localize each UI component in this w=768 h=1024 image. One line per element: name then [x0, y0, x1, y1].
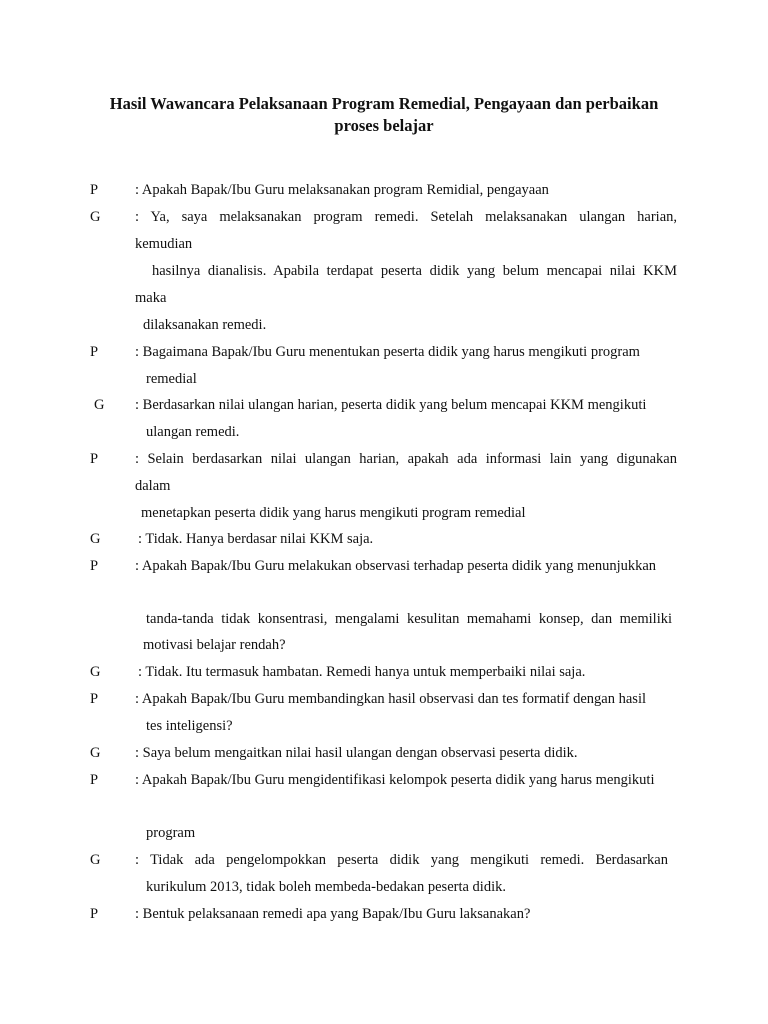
dialogue-line: : Tidak. Hanya berdasar nilai KKM saja.: [138, 531, 374, 547]
dialogue-line: hasilnya dianalisis. Apabila terdapat peserta didik yang belum mencapai nilai KKM: [152, 263, 677, 279]
dialogue-line: : Ya, saya melaksanakan program remedi. Setelah melaksanakan ulangan harian,: [135, 209, 677, 225]
speaker-label: G: [90, 531, 101, 547]
speaker-label: G: [94, 397, 105, 413]
dialogue-line: : Apakah Bapak/Ibu Guru melakukan observasi terhadap peserta didik yang menunjukkan: [135, 558, 657, 574]
speaker-label: P: [90, 558, 99, 574]
dialogue-line: : Apakah Bapak/Ibu Guru membandingkan hasil observasi dan tes formatif dengan hasil: [135, 691, 646, 707]
dialogue-line: : Bentuk pelaksanaan remedi apa yang Bapak/Ibu Guru laksanakan?: [135, 906, 531, 922]
dialogue-line: program: [146, 825, 196, 841]
dialogue-line: : Tidak ada pengelompokkan peserta didik yang mengikuti remedi. Berdasarkan: [135, 852, 668, 868]
dialogue-line: kurikulum 2013, tidak boleh membeda-bedakan peserta didik.: [146, 879, 506, 895]
dialogue-line: kemudian: [135, 236, 193, 252]
dialogue-line: dilaksanakan remedi.: [143, 317, 267, 333]
speaker-label: G: [90, 664, 101, 680]
speaker-label: G: [90, 209, 101, 225]
dialogue-line: dalam: [135, 478, 171, 494]
dialogue-line: : Berdasarkan nilai ulangan harian, peserta didik yang belum mencapai KKM mengikuti: [135, 397, 647, 413]
dialogue-line: : Saya belum mengaitkan nilai hasil ulangan dengan observasi peserta didik.: [135, 745, 578, 761]
dialogue-line: ulangan remedi.: [146, 424, 240, 440]
speaker-label: P: [90, 451, 99, 467]
dialogue-line: tanda-tanda tidak konsentrasi, mengalami kesulitan memahami konsep, dan memiliki: [146, 611, 672, 627]
dialogue-line: remedial: [146, 371, 197, 387]
title-line-2: proses belajar: [334, 116, 434, 135]
speaker-label: P: [90, 344, 99, 360]
dialogue-line: tes inteligensi?: [146, 718, 233, 734]
dialogue-line: : Apakah Bapak/Ibu Guru melaksanakan program Remidial, pengayaan: [135, 182, 549, 198]
dialogue-line: : Selain berdasarkan nilai ulangan harian, apakah ada informasi lain yang digunakan: [135, 451, 677, 467]
speaker-label: P: [90, 906, 99, 922]
speaker-label: P: [90, 182, 99, 198]
title-line-1: Hasil Wawancara Pelaksanaan Program Remedial, Pengayaan dan perbaikan: [109, 94, 659, 113]
speaker-label: G: [90, 745, 101, 761]
speaker-label: P: [90, 691, 99, 707]
speaker-label: P: [90, 772, 99, 788]
dialogue-line: menetapkan peserta didik yang harus mengikuti program remedial: [141, 505, 526, 521]
dialogue-line: : Apakah Bapak/Ibu Guru mengidentifikasi kelompok peserta didik yang harus mengikuti: [135, 772, 655, 788]
dialogue-line: : Bagaimana Bapak/Ibu Guru menentukan peserta didik yang harus mengikuti program: [135, 344, 640, 360]
dialogue-line: maka: [135, 290, 167, 306]
speaker-label: G: [90, 852, 101, 868]
dialogue-line: motivasi belajar rendah?: [143, 637, 286, 653]
document-title: [60, 93, 708, 137]
dialogue-line: : Tidak. Itu termasuk hambatan. Remedi hanya untuk memperbaiki nilai saja.: [138, 664, 586, 680]
